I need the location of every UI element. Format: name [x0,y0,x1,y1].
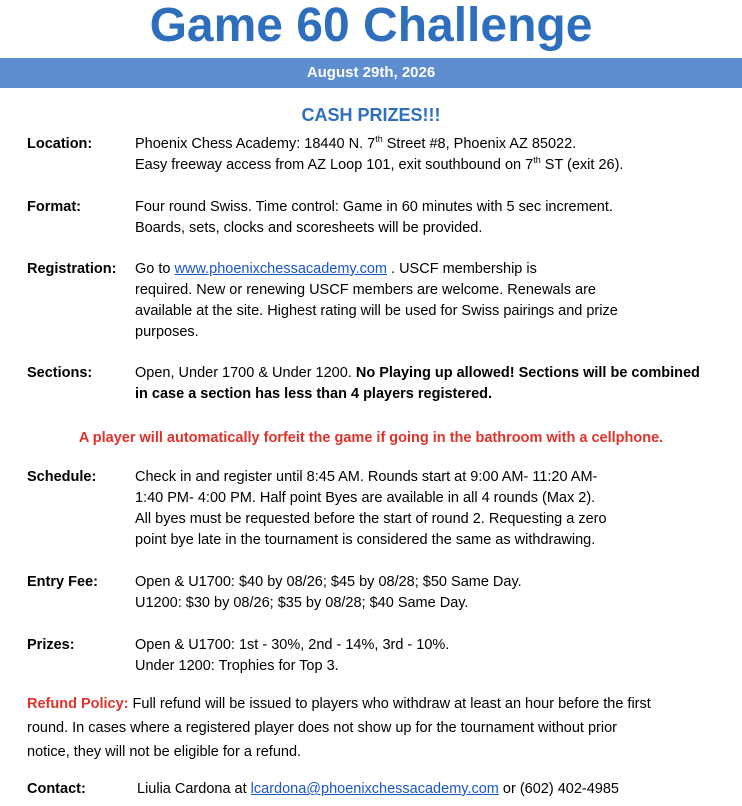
email-link[interactable]: lcardona@phoenixchessacademy.com [250,781,499,797]
refund-label: Refund Policy: [27,696,129,712]
event-title: Game 60 Challenge [149,0,593,52]
entry-fee-label: Entry Fee: [27,574,98,590]
contact-text: Liulia Cardona at lcardona@phoenixchessacademy.com or (602) 402-4985 [137,781,619,797]
prizes-text: Open & U1700: 1st - 30%, 2nd - 14%, 3rd - 10%. Under 1200: Trophies for Top 3. [135,637,450,674]
entry-fee-text: Open & U1700: $40 by 08/26; $45 by 08/28; $50 Same Day. U1200: $30 by 08/26; $35 by 08/28; $40 Same Day. [135,574,522,611]
location-label: Location: [27,136,93,152]
schedule-text: Check in and register until 8:45 AM. Rounds start at 9:00 AM- 11:20 AM- 1:40 PM- 4:00 PM. Half point Byes are available in all 4 rounds (Max 2). All byes must be requested before the start of round 2. Requesting a zero point bye late in the tournament is considered the same as withdrawing. [135,469,607,548]
schedule-label: Schedule: [27,469,97,485]
sections-text: Open, Under 1700 & Under 1200. No Playing up allowed! Sections will be combined in case a section has less than 4 players registered. [135,365,700,402]
cellphone-warning: A player will automatically forfeit the game if going in the bathroom with a cellphone. [78,430,664,446]
format-label: Format: [27,199,81,215]
website-link[interactable]: www.phoenixchessacademy.com [174,261,387,277]
contact-label: Contact: [27,781,86,797]
sections-label: Sections: [27,365,93,381]
registration-label: Registration: [27,261,117,277]
format-text: Four round Swiss. Time control: Game in 60 minutes with 5 sec increment. Boards, sets, clocks and scoresheets will be provided. [135,199,613,236]
location-text: Phoenix Chess Academy: 18440 N. 7th Street #8, Phoenix AZ 85022. Easy freeway access from AZ Loop 101, exit southbound on 7th ST (exit 26). [135,134,624,173]
registration-text: Go to www.phoenixchessacademy.com . USCF membership is required. New or renewing USCF members are welcome. Renewals are available at the site. Highest rating will be used for Swiss pairings and prize purposes. [135,261,618,340]
refund-policy: Refund Policy: Full refund will be issued to players who withdraw at least an hour before the first round. In cases where a registered player does not show up for the tournament without prior notice, they will not be eligible for a refund. [27,696,651,760]
prizes-label: Prizes: [27,637,75,653]
event-date-bar: August 29th, 2026 [0,58,742,88]
cash-prizes-heading: CASH PRIZES!!! [301,105,441,125]
